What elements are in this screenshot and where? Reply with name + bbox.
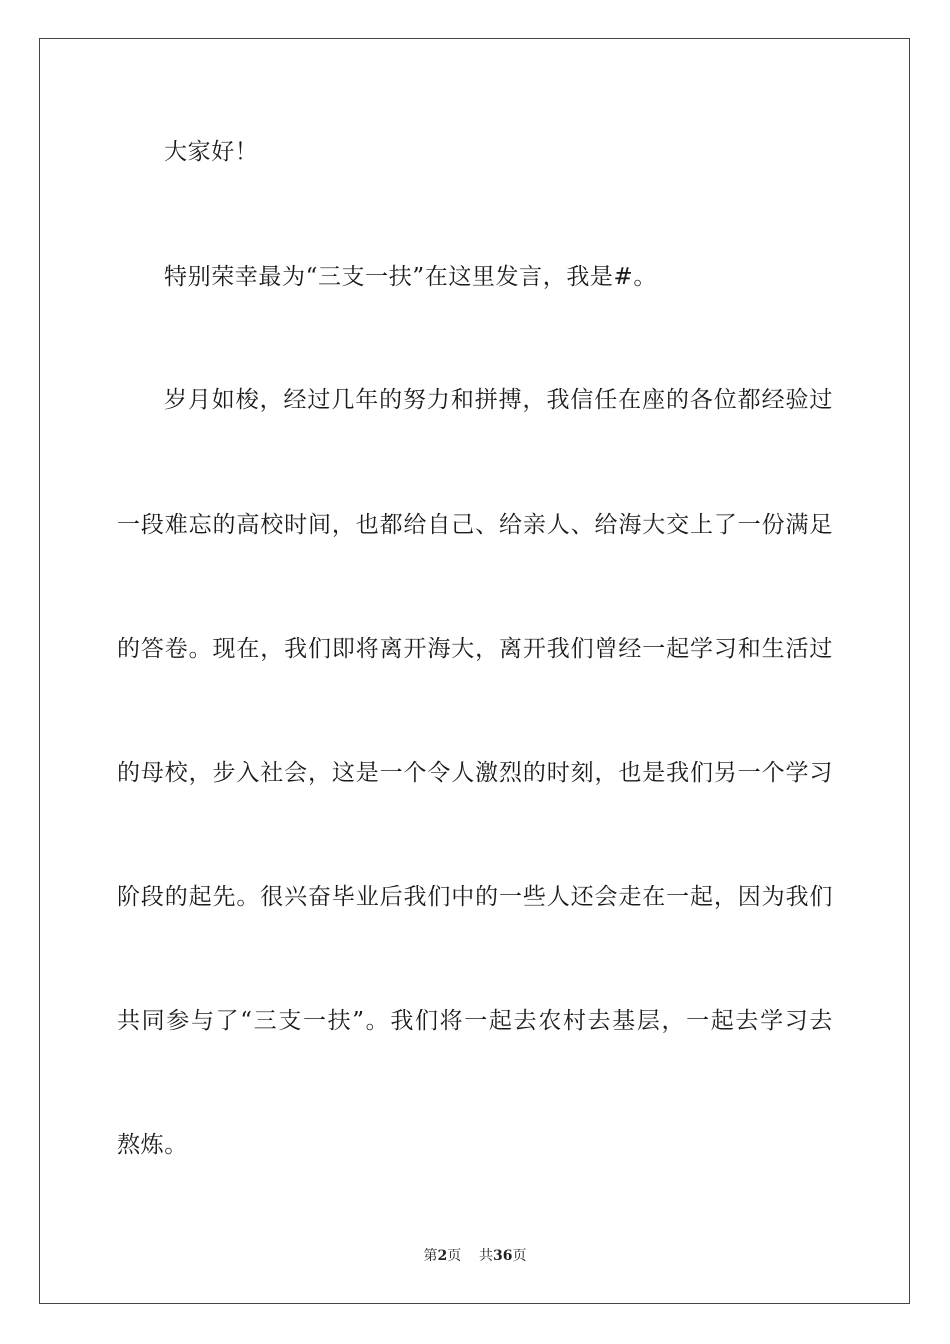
total-suffix: 页 bbox=[512, 1248, 527, 1264]
page-prefix: 第 bbox=[423, 1248, 438, 1264]
paragraph-line: 特别荣幸最为“三支一扶”在这里发言，我是#。 bbox=[164, 264, 657, 290]
total-pages: 36 bbox=[493, 1248, 513, 1264]
page-border bbox=[39, 38, 910, 1304]
paragraph-line: 阶段的起先。很兴奋毕业后我们中的一些人还会走在一起，因为我们 bbox=[117, 884, 833, 910]
paragraph-line: 一段难忘的高校时间，也都给自己、给亲人、给海大交上了一份满足 bbox=[117, 512, 833, 538]
total-prefix: 共 bbox=[479, 1248, 494, 1264]
greeting-line: 大家好！ bbox=[164, 139, 259, 165]
page-number: 2 bbox=[437, 1248, 448, 1264]
paragraph-line: 熬炼。 bbox=[117, 1132, 188, 1158]
page-footer bbox=[0, 1247, 950, 1265]
paragraph-line: 的母校，步入社会，这是一个令人激烈的时刻，也是我们另一个学习 bbox=[117, 760, 833, 786]
page-suffix: 页 bbox=[447, 1248, 462, 1264]
paragraph-line: 共同参与了“三支一扶”。我们将一起去农村去基层，一起去学习去 bbox=[117, 1008, 833, 1034]
paragraph-line: 岁月如梭，经过几年的努力和拼搏，我信任在座的各位都经验过 bbox=[164, 387, 833, 413]
paragraph-line: 的答卷。现在，我们即将离开海大，离开我们曾经一起学习和生活过 bbox=[117, 636, 833, 662]
